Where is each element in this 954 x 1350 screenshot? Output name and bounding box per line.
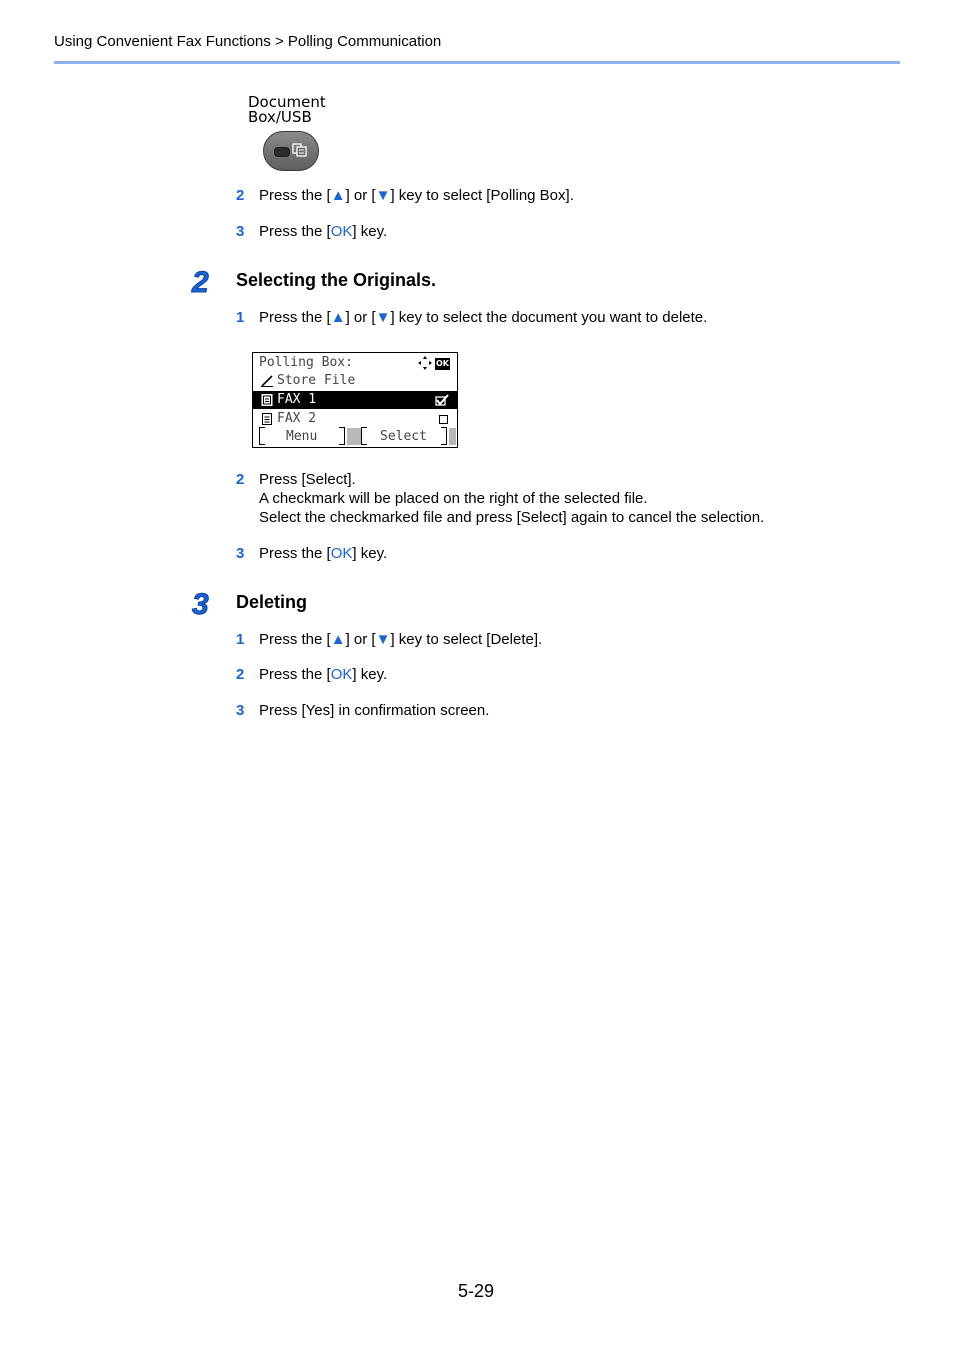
softkey-bar xyxy=(253,426,457,447)
down-arrow-icon: ▼ xyxy=(375,309,391,326)
checkmark-icon xyxy=(435,394,449,406)
list-item-fax-1 xyxy=(253,391,457,409)
step-number: 3 xyxy=(236,702,245,719)
step-number: 2 xyxy=(236,471,245,488)
step-number: 3 xyxy=(236,223,245,240)
key-label-line2: Box/USB xyxy=(248,108,312,126)
screen-title-row xyxy=(253,354,457,372)
section-number: 3 xyxy=(192,588,209,621)
softkey-menu: Menu xyxy=(286,429,318,444)
step-text: Press [Yes] in confirmation screen. xyxy=(259,702,490,719)
document-box-usb-key xyxy=(263,131,319,171)
breadcrumb: Using Convenient Fax Functions > Polling Communication xyxy=(54,33,442,50)
step-text: Press the [OK] key. xyxy=(259,545,388,562)
checkbox-icon xyxy=(439,415,448,424)
document-icon xyxy=(261,413,273,425)
four-way-arrow-icon xyxy=(418,356,432,370)
screen-title: Polling Box: xyxy=(259,355,353,370)
ok-key-label: OK xyxy=(330,545,353,562)
softkey-separator xyxy=(449,428,456,445)
bracket-left-icon xyxy=(259,427,265,445)
ok-icon: OK xyxy=(436,359,449,368)
up-arrow-icon: ▲ xyxy=(330,631,346,648)
header-rule xyxy=(54,61,900,64)
document-box-usb-icon xyxy=(292,143,308,157)
list-item-store-file xyxy=(253,372,457,390)
step-text: Press the [▲] or [▼] key to select the document you want to delete. xyxy=(259,309,708,326)
step-text-line2: A checkmark will be placed on the right of the selected file. xyxy=(259,490,648,507)
step-number: 2 xyxy=(236,187,245,204)
page-number: 5-29 xyxy=(458,1281,495,1301)
list-item-label: Store File xyxy=(277,373,356,388)
list-item-label: FAX 1 xyxy=(277,392,317,407)
step-number: 1 xyxy=(236,631,245,648)
softkey-separator xyxy=(347,428,361,445)
step-number: 3 xyxy=(236,545,245,562)
down-arrow-icon: ▼ xyxy=(375,631,391,648)
key-label xyxy=(248,95,326,125)
step-number: 1 xyxy=(236,309,245,326)
key-indicator-light xyxy=(274,147,290,157)
operation-panel-screen xyxy=(252,352,458,448)
document-icon xyxy=(261,394,273,406)
softkey-select: Select xyxy=(380,429,427,444)
step-text: Press the [▲] or [▼] key to select [Polling Box]. xyxy=(259,187,574,204)
bracket-right-icon xyxy=(441,427,447,445)
up-arrow-icon: ▲ xyxy=(330,187,346,204)
key-label-line1: Document xyxy=(248,93,326,111)
section-number: 2 xyxy=(192,266,209,299)
step-text-line3: Select the checkmarked file and press [Select] again to cancel the selection. xyxy=(259,509,765,526)
pencil-icon xyxy=(261,375,273,387)
section-title: Deleting xyxy=(236,592,308,612)
bracket-left-icon xyxy=(361,427,367,445)
step-text: Press the [OK] key. xyxy=(259,666,388,683)
up-arrow-icon: ▲ xyxy=(330,309,346,326)
down-arrow-icon: ▼ xyxy=(375,187,391,204)
step-text: Press the [▲] or [▼] key to select [Delete]. xyxy=(259,631,543,648)
step-number: 2 xyxy=(236,666,245,683)
step-text-line1: Press [Select]. xyxy=(259,471,356,488)
ok-key-label: OK xyxy=(330,223,353,240)
step-text: Press the [OK] key. xyxy=(259,223,388,240)
section-title: Selecting the Originals. xyxy=(236,270,437,290)
list-item-label: FAX 2 xyxy=(277,411,317,426)
bracket-right-icon xyxy=(339,427,345,445)
ok-key-label: OK xyxy=(330,666,353,683)
